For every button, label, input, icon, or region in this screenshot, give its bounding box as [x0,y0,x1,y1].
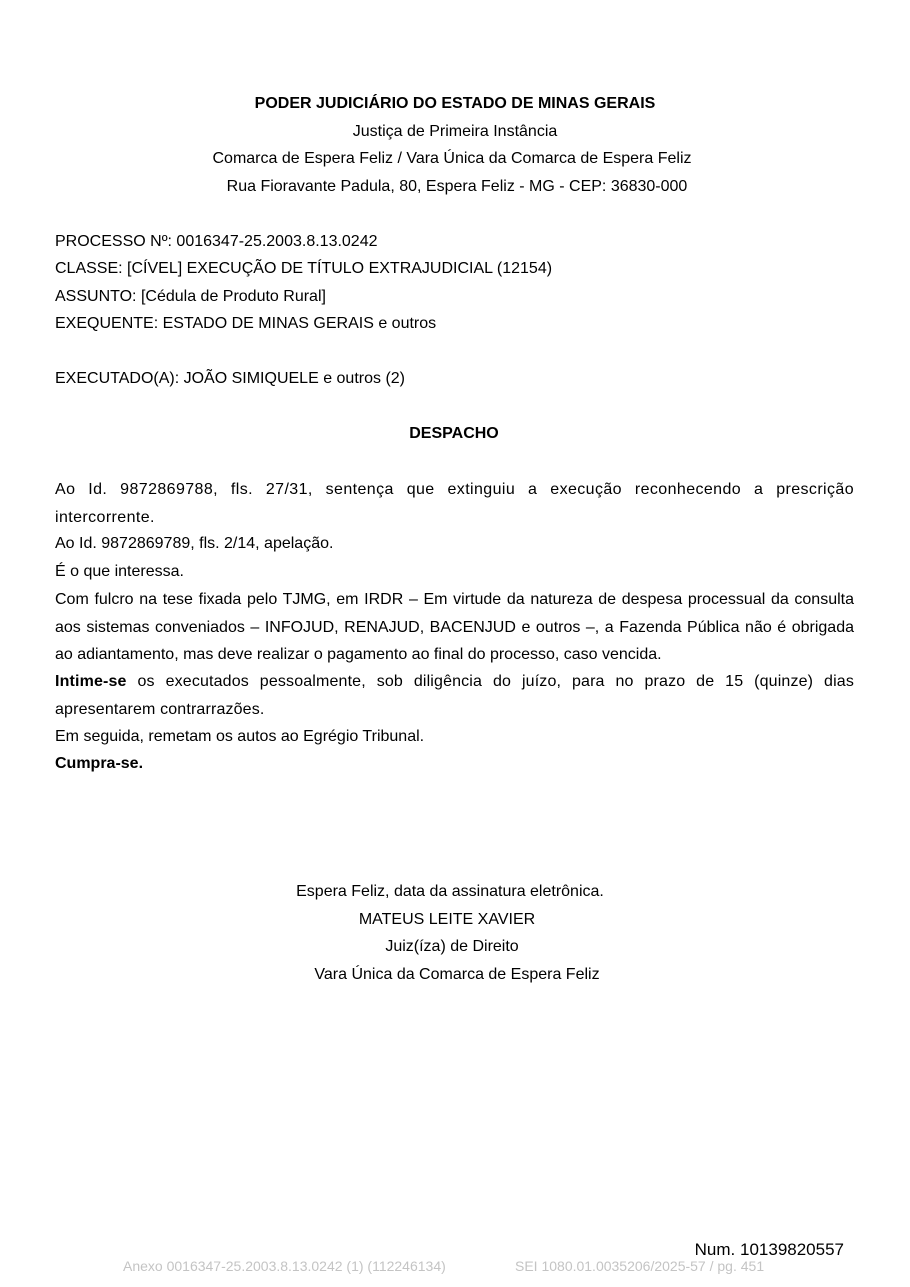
signature-place-date: Espera Feliz, data da assinatura eletrônica. [296,883,604,900]
dispatch-paragraph-6: Em seguida, remetam os autos ao Egrégio Tribunal. [55,728,425,745]
case-plaintiff: EXEQUENTE: ESTADO DE MINAS GERAIS e outros [55,315,437,332]
signature-name: MATEUS LEITE XAVIER [358,911,536,928]
dispatch-paragraph-2: Ao Id. 9872869789, fls. 2/14, apelação. [55,535,334,552]
court-title: PODER JUDICIÁRIO DO ESTADO DE MINAS GERAIS [254,95,656,112]
signature-role: Juiz(íza) de Direito [385,938,519,955]
court-address: Rua Fioravante Padula, 80, Espera Feliz - MG - CEP: 36830-000 [226,178,688,195]
intime-se-text: os executados pessoalmente, sob diligência do juízo, para no prazo de 15 (quinze) dias apresentarem contrarrazões. [55,673,854,718]
dispatch-paragraph-1: Ao Id. 9872869788, fls. 27/31, sentença que extinguiu a execução reconhecendo a prescrição intercorrente. [55,481,854,526]
annex-watermark: Anexo 0016347-25.2003.8.13.0242 (1) (112246134) [123,1258,446,1274]
intime-se-emphasis: Intime-se [55,673,127,690]
court-instance: Justiça de Primeira Instância [352,123,558,140]
court-name: Comarca de Espera Feliz / Vara Única da Comarca de Espera Feliz [212,150,692,167]
process-number: PROCESSO Nº: 0016347-25.2003.8.13.0242 [55,233,378,250]
document-number: Num. 10139820557 [694,1240,844,1259]
case-defendant: EXECUTADO(A): JOÃO SIMIQUELE e outros (2) [55,370,405,387]
case-class: CLASSE: [CÍVEL] EXECUÇÃO DE TÍTULO EXTRAJUDICIAL (12154) [55,260,553,277]
dispatch-paragraph-5 [55,668,854,723]
dispatch-heading: DESPACHO [409,425,499,442]
dispatch-paragraph-3: É o que interessa. [55,563,184,580]
signature-court: Vara Única da Comarca de Espera Feliz [314,966,600,983]
dispatch-paragraph-4: Com fulcro na tese fixada pelo TJMG, em IRDR – Em virtude da natureza de despesa processual da consulta aos sistemas conveniados – INFOJUD, RENAJUD, BACENJUD e outros –, a Fazenda Pública não é obrigada ao adiantamento, mas deve realizar o pagamento ao final do processo, caso vencida. [55,591,854,663]
dispatch-closing: Cumpra-se. [55,755,144,772]
sei-watermark: SEI 1080.01.0035206/2025-57 / pg. 451 [515,1258,765,1274]
case-subject: ASSUNTO: [Cédula de Produto Rural] [55,288,326,305]
